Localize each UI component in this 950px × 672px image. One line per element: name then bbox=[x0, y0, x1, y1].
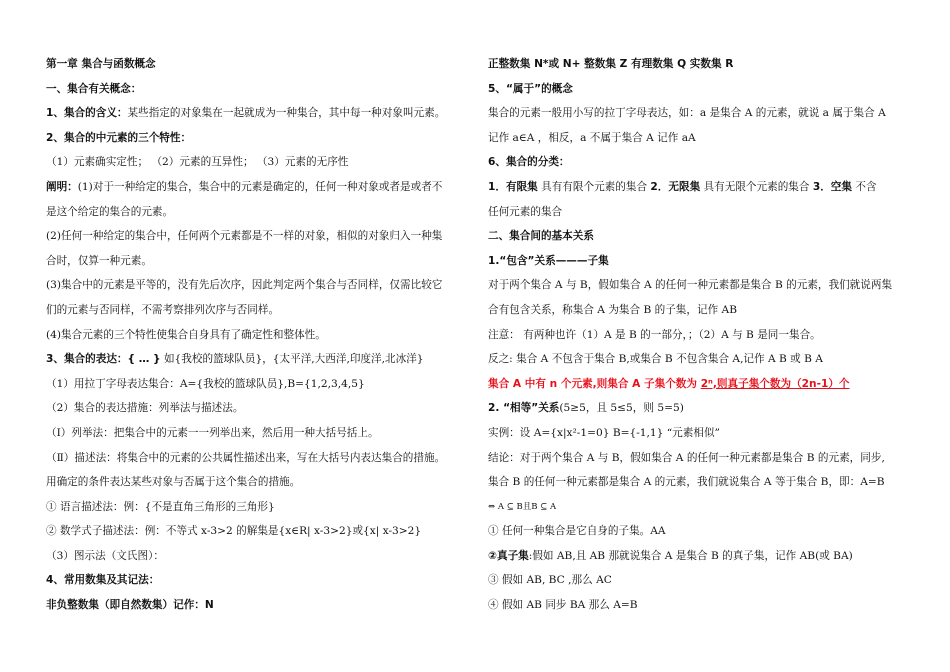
subset-count-text: 集合 A 中有 n 个元素,则集合 A 子集个数为 bbox=[488, 377, 701, 390]
subset-note: 注意： 有两种也许（1）A 是 B 的一部分，；（2）A 与 B 是同一集合。 bbox=[488, 328, 821, 341]
label-finite-set: 1．有限集 bbox=[488, 180, 538, 193]
heading-common-number-sets: 4、常用数集及其记法： bbox=[46, 574, 160, 587]
representation-item-1: （1）用拉丁字母表达集合：A={我校的篮球队员},B={1,2,3,4,5} bbox=[46, 377, 365, 390]
text-set-representation: 如{我校的篮球队员}，{太平洋,大西洋,印度洋,北冰洋} bbox=[160, 353, 424, 366]
property-antisymmetric: ④ 假如 AB 同步 BA 那么 A=B bbox=[488, 599, 638, 612]
label-empty-set: 3．空集 bbox=[812, 180, 852, 193]
explanation-1a bbox=[46, 175, 466, 200]
equality-conclusion-2: 集合 B 的任何一种元素都是集合 A 的元素，我们就说集合 A 等于集合 B，即：A=B bbox=[488, 476, 885, 489]
equality-equivalence: ⇔ A ⊆ B且B ⊆ A bbox=[488, 501, 557, 512]
label-set-meaning: 1、集合的含义： bbox=[46, 107, 128, 120]
listing-method: （Ⅰ）列举法：把集合中的元素一一列举出来，然后用一种大括号括上。 bbox=[46, 426, 379, 439]
representation-item-2: （2）集合的表达措施：列举法与描述法。 bbox=[46, 402, 244, 415]
language-description-example: ① 语言描述法：例：{不是直角三角形的三角形} bbox=[46, 500, 275, 513]
math-description-example: ② 数学式子描述法：例：不等式 x-3>2 的解集是{x∈R| x-3>2}或{x| x-3>2} bbox=[46, 525, 422, 538]
subset-definition-2: 合有包含关系，称集合 A 为集合 B 的子集，记作 AB bbox=[488, 303, 737, 316]
text-finite-set: 具有有限个元素的集合 bbox=[537, 180, 651, 193]
explanation-2a: (2)任何一种给定的集合中，任何两个元素都是不一样的对象，相似的对象归入一种集 bbox=[46, 230, 443, 243]
not-subset-note: 反之: 集合 A 不包含于集合 B,或集合 B 不包含集合 A,记作 A B 或 B A bbox=[488, 353, 823, 366]
text-empty-set: 不含 bbox=[852, 180, 877, 193]
belongs-explanation: 集合的元素一般用小写的拉丁字母表达，如：a 是集合 A 的元素，就说 a 属于集合 A bbox=[488, 107, 886, 120]
property-proper-subset bbox=[488, 544, 908, 569]
property-transitive: ③ 假如 AB, BC ,那么 AC bbox=[488, 574, 612, 587]
label-infinite-set: 2．无限集 bbox=[650, 180, 701, 193]
proper-subset-count-text: 2ⁿ,则真子集个数为（2n-1）个 bbox=[700, 377, 850, 390]
explanation-3a: (3)集合中的元素是平等的，没有先后次序，因此判定两个集合与否同样，仅需比较它 bbox=[46, 279, 443, 292]
paragraph-set-representation bbox=[46, 347, 466, 372]
three-properties-list: （1）元素确实定性； （2）元素的互异性； （3）元素的无序性 bbox=[46, 156, 349, 169]
heading-subset: 1.“包含”关系———子集 bbox=[488, 254, 609, 267]
heading-three-properties: 2、集合的中元素的三个特性： bbox=[46, 131, 192, 144]
chapter-title: 第一章 集合与函数概念 bbox=[46, 58, 156, 70]
empty-set-cont: 任何元素的集合 bbox=[488, 205, 563, 218]
right-column bbox=[488, 52, 908, 618]
section-title-set-concepts: 一、集合有关概念： bbox=[46, 82, 142, 95]
text-set-meaning: 某些指定的对象集在一起就成为一种集合，其中每一种对象叫元素。 bbox=[127, 107, 446, 120]
label-explanation: 阐明： bbox=[46, 180, 78, 193]
equality-heading-line bbox=[488, 396, 908, 421]
natural-numbers-notation: 非负整数集（即自然数集）记作：N bbox=[46, 599, 214, 612]
number-sets-notation: 正整数集 N*或 N+ 整数集 Z 有理数集 Q 实数集 R bbox=[488, 58, 734, 70]
text-infinite-set: 具有无限个元素的集合 bbox=[700, 180, 813, 193]
venn-diagram-method: （3）图示法（文氏图）： bbox=[46, 549, 164, 562]
explanation-3b: 们的元素与否同样，不需考察排列次序与否同样。 bbox=[46, 303, 280, 316]
text-explanation-1a: (1)对于一种给定的集合，集合中的元素是确定的，任何一种对象或者是或者不 bbox=[77, 180, 443, 193]
description-method: （Ⅱ）描述法：将集合中的元素的公共属性描述出来，写在大括号内表达集合的措施。 bbox=[46, 451, 446, 464]
explanation-1b: 是这个给定的集合的元素。 bbox=[46, 205, 174, 218]
left-column bbox=[46, 52, 466, 618]
subset-count-rule bbox=[488, 372, 908, 397]
label-proper-subset: ②真子集 bbox=[488, 549, 529, 562]
equality-example: (5≥5，且 5≤5，则 5=5) bbox=[559, 402, 684, 415]
property-self-subset: ① 任何一种集合是它自身的子集。AA bbox=[488, 525, 666, 538]
set-classification-line bbox=[488, 175, 908, 200]
paragraph-set-meaning bbox=[46, 101, 466, 126]
heading-belongs-concept: 5、“属于”的概念 bbox=[488, 82, 573, 95]
text-proper-subset: :假如 AB,且 AB 那就说集合 A 是集合 B 的真子集，记作 AB(或 BA) bbox=[528, 549, 853, 562]
description-method-cont: 用确定的条件表达某些对象与否属于这个集合的措施。 bbox=[46, 476, 301, 489]
belongs-notation: 记作 a∈A ，相反，a 不属于集合 A 记作 aA bbox=[488, 131, 696, 144]
explanation-2b: 合时，仅算一种元素。 bbox=[46, 254, 152, 267]
heading-set-classification: 6、集合的分类： bbox=[488, 156, 570, 169]
equality-instance: 实例：设 A={x|x²-1=0} B={-1,1} “元素相似” bbox=[488, 426, 720, 439]
label-set-representation: 3、集合的表达：{ … } bbox=[46, 353, 161, 366]
equality-conclusion-1: 结论：对于两个集合 A 与 B，假如集合 A 的任何一种元素都是集合 B 的元素，同步, bbox=[488, 451, 885, 464]
section-title-set-relations: 二、集合间的基本关系 bbox=[488, 230, 594, 243]
subset-definition-1: 对于两个集合 A 与 B，假如集合 A 的任何一种元素都是集合 B 的元素，我们就说两集 bbox=[488, 279, 893, 292]
heading-equality: 2. “相等”关系 bbox=[488, 402, 560, 415]
explanation-4: (4)集合元素的三个特性使集合自身具有了确定性和整体性。 bbox=[46, 328, 326, 341]
